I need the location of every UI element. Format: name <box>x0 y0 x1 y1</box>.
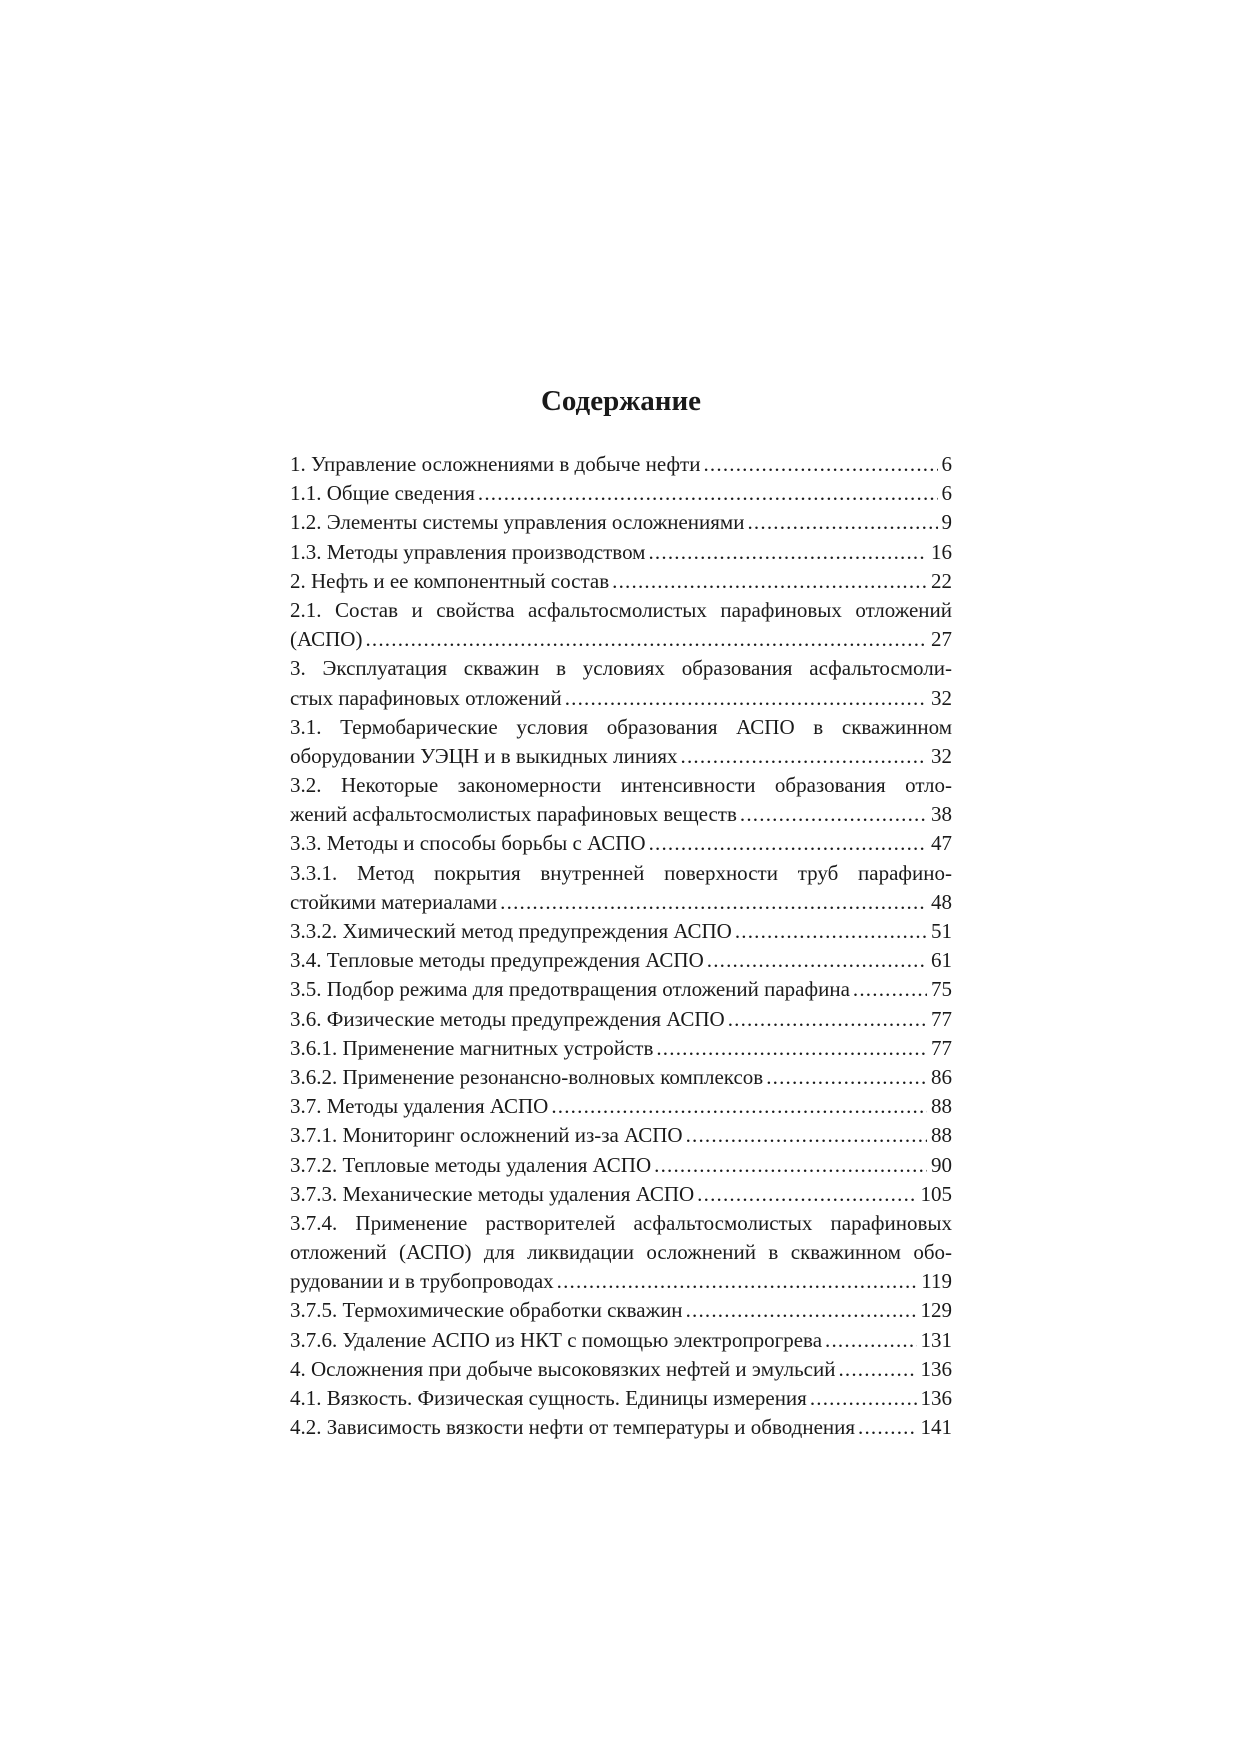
dot-leader <box>735 917 927 946</box>
toc-entry-title: 3.6. Физические методы предупреждения АСПО <box>290 1006 725 1031</box>
toc-entry-title: жений асфальтосмолистых парафиновых веществ <box>290 802 737 827</box>
dot-leader <box>686 1296 917 1325</box>
toc-entry-page-number: 129 <box>920 1298 952 1323</box>
toc-entry-page-number: 22 <box>931 568 952 593</box>
dot-leader <box>858 1413 916 1442</box>
toc-entry <box>290 859 952 917</box>
toc-entry-page-number: 6 <box>941 481 952 506</box>
dot-leader <box>565 684 927 713</box>
toc-entry-last-line <box>290 508 952 537</box>
toc-entry-page-number: 75 <box>931 977 952 1002</box>
toc-list <box>290 450 952 1442</box>
toc-entry <box>290 917 952 946</box>
toc-entry-page-number: 27 <box>931 627 952 652</box>
toc-entry-title: рудовании и в трубопроводах <box>290 1269 554 1294</box>
toc-entry-last-line <box>290 538 952 567</box>
toc-entry-last-line <box>290 975 952 1004</box>
toc-entry-title: 3.3.2. Химический метод предупреждения АСПО <box>290 919 732 943</box>
toc-entry-last-line <box>290 1092 952 1121</box>
toc-entry-last-line <box>290 1180 952 1209</box>
dot-leader <box>686 1121 927 1150</box>
dot-leader <box>747 508 937 537</box>
toc-entry-last-line <box>290 1005 952 1034</box>
toc-entry-page-number: 119 <box>921 1269 952 1294</box>
toc-entry-page-number: 90 <box>931 1152 952 1177</box>
toc-entry-last-line <box>290 1063 952 1092</box>
toc-entry <box>290 1034 952 1063</box>
toc-entry-last-line <box>290 800 952 829</box>
dot-leader <box>649 829 927 858</box>
toc-entry-title: 3.6.2. Применение резонансно-волновых комплексов <box>290 1064 764 1089</box>
toc-entry-title: 3.6.1. Применение магнитных устройств <box>290 1035 654 1060</box>
toc-entry-title: стых парафиновых отложений <box>290 685 562 710</box>
toc-entry <box>290 479 952 508</box>
toc-entry-last-line <box>290 1267 952 1296</box>
dot-leader <box>838 1355 916 1384</box>
toc-entry <box>290 1209 952 1297</box>
toc-entry-page-number: 9 <box>941 510 952 535</box>
dot-leader <box>703 450 937 479</box>
toc-entry-title: оборудовании УЭЦН и в выкидных линиях <box>290 743 678 768</box>
toc-entry-title: 1.2. Элементы системы управления осложнениями <box>290 510 745 535</box>
toc-entry-title: 1.1. Общие сведения <box>290 481 475 506</box>
toc-entry-last-line <box>290 450 952 479</box>
dot-leader <box>766 1063 927 1092</box>
toc-entry-page-number: 32 <box>931 685 952 710</box>
toc-entry-title: 3.4. Тепловые методы предупреждения АСПО <box>290 948 704 973</box>
toc-entry-page-number: 131 <box>920 1327 952 1352</box>
dot-leader <box>707 946 927 975</box>
toc-entry <box>290 1413 952 1442</box>
toc-entry-last-line <box>290 625 952 654</box>
dot-leader <box>551 1092 927 1121</box>
toc-entry-line: 2.1. Состав и свойства асфальтосмолистых парафиновых отложений <box>290 597 952 622</box>
toc-entry <box>290 1151 952 1180</box>
toc-entry-page-number: 136 <box>920 1386 952 1410</box>
toc-entry <box>290 508 952 537</box>
toc-entry <box>290 1180 952 1209</box>
toc-entry-last-line <box>290 1384 952 1413</box>
toc-entry-page-number: 105 <box>920 1181 952 1206</box>
toc-entry <box>290 538 952 567</box>
toc-entry-page-number: 48 <box>931 889 952 914</box>
toc-entry-last-line <box>290 1121 952 1150</box>
toc-entry <box>290 1063 952 1092</box>
toc-entry <box>290 1092 952 1121</box>
toc-entry-last-line <box>290 1413 952 1442</box>
toc-entry <box>290 946 952 975</box>
dot-leader <box>740 800 927 829</box>
toc-entry <box>290 1326 952 1355</box>
toc-entry-line: 3.3.1. Метод покрытия внутренней поверхности труб парафино- <box>290 860 952 885</box>
toc-entry <box>290 713 952 771</box>
dot-leader <box>478 479 938 508</box>
dot-leader <box>557 1267 918 1296</box>
toc-entry-last-line <box>290 917 952 946</box>
dot-leader <box>500 888 927 917</box>
toc-entry-last-line <box>290 684 952 713</box>
toc-entry <box>290 771 952 829</box>
dot-leader <box>681 742 928 771</box>
dot-leader <box>654 1151 927 1180</box>
dot-leader <box>853 975 927 1004</box>
toc-entry <box>290 654 952 712</box>
toc-entry-title: (АСПО) <box>290 627 363 652</box>
toc-entry <box>290 1121 952 1150</box>
toc-entry-title: 3.3. Методы и способы борьбы с АСПО <box>290 831 646 856</box>
toc-entry-title: 1.3. Методы управления производством <box>290 539 646 564</box>
toc-entry <box>290 567 952 596</box>
toc-entry-page-number: 47 <box>931 831 952 856</box>
toc-entry-last-line <box>290 1151 952 1180</box>
toc-entry-page-number: 16 <box>931 539 952 564</box>
dot-leader <box>810 1384 917 1413</box>
toc-entry <box>290 450 952 479</box>
table-of-contents-page <box>290 0 952 1755</box>
dot-leader <box>656 1034 927 1063</box>
toc-entry-line: 3.7.4. Применение растворителей асфальтосмолистых парафиновых <box>290 1210 952 1235</box>
toc-entry-page-number: 88 <box>931 1123 952 1148</box>
toc-entry-last-line <box>290 1034 952 1063</box>
toc-entry-title: 3.7. Методы удаления АСПО <box>290 1094 549 1119</box>
toc-entry-last-line <box>290 888 952 917</box>
toc-entry <box>290 1296 952 1325</box>
toc-entry-title: 3.7.6. Удаление АСПО из НКТ с помощью электропрогрева <box>290 1327 823 1352</box>
toc-entry-title: 1. Управление осложнениями в добыче нефти <box>290 452 701 476</box>
toc-entry-page-number: 77 <box>931 1035 952 1060</box>
toc-entry-page-number: 88 <box>931 1094 952 1119</box>
toc-entry-line: 3.2. Некоторые закономерности интенсивности образования отло- <box>290 773 952 798</box>
toc-entry-line: 3.1. Термобарические условия образования АСПО в скважинном <box>290 714 952 739</box>
toc-entry <box>290 975 952 1004</box>
toc-entry-title: 4.2. Зависимость вязкости нефти от температуры и обводнения <box>290 1415 856 1440</box>
toc-entry-last-line <box>290 479 952 508</box>
toc-entry-title: 3.7.3. Механические методы удаления АСПО <box>290 1181 695 1206</box>
dot-leader <box>825 1326 916 1355</box>
toc-entry-line: отложений (АСПО) для ликвидации осложнений в скважинном обо- <box>290 1240 952 1265</box>
toc-entry-line: 3. Эксплуатация скважин в условиях образования асфальтосмоли- <box>290 656 952 681</box>
toc-entry-last-line <box>290 1296 952 1325</box>
toc-entry-title: стойкими материалами <box>290 889 498 914</box>
toc-entry-page-number: 141 <box>920 1415 952 1440</box>
dot-leader <box>728 1005 927 1034</box>
toc-entry-page-number: 51 <box>931 919 952 943</box>
toc-entry-last-line <box>290 1326 952 1355</box>
toc-entry-page-number: 38 <box>931 802 952 827</box>
toc-entry-title: 3.7.2. Тепловые методы удаления АСПО <box>290 1152 652 1177</box>
toc-entry-page-number: 136 <box>920 1356 952 1381</box>
dot-leader <box>365 625 927 654</box>
toc-entry-page-number: 77 <box>931 1006 952 1031</box>
toc-entry-title: 3.7.5. Термохимические обработки скважин <box>290 1298 683 1323</box>
toc-entry-last-line <box>290 829 952 858</box>
toc-entry-title: 4. Осложнения при добыче высоковязких нефтей и эмульсий <box>290 1356 836 1381</box>
toc-entry-title: 2. Нефть и ее компонентный состав <box>290 568 610 593</box>
toc-entry <box>290 596 952 654</box>
toc-entry-title: 4.1. Вязкость. Физическая сущность. Единицы измерения <box>290 1386 807 1410</box>
toc-entry-page-number: 32 <box>931 743 952 768</box>
toc-entry <box>290 1005 952 1034</box>
toc-entry-last-line <box>290 567 952 596</box>
toc-entry-title: 3.5. Подбор режима для предотвращения отложений парафина <box>290 977 850 1002</box>
toc-entry-last-line <box>290 946 952 975</box>
toc-entry-page-number: 61 <box>931 948 952 973</box>
toc-entry <box>290 1384 952 1413</box>
dot-leader <box>612 567 927 596</box>
toc-entry-title: 3.7.1. Мониторинг осложнений из-за АСПО <box>290 1123 683 1148</box>
page-title: Содержание <box>540 385 702 417</box>
toc-entry-page-number: 6 <box>941 452 952 476</box>
dot-leader <box>697 1180 916 1209</box>
toc-entry <box>290 1355 952 1384</box>
toc-entry-last-line <box>290 1355 952 1384</box>
toc-entry-page-number: 86 <box>931 1064 952 1089</box>
toc-entry <box>290 829 952 858</box>
dot-leader <box>648 538 927 567</box>
toc-entry-last-line <box>290 742 952 771</box>
